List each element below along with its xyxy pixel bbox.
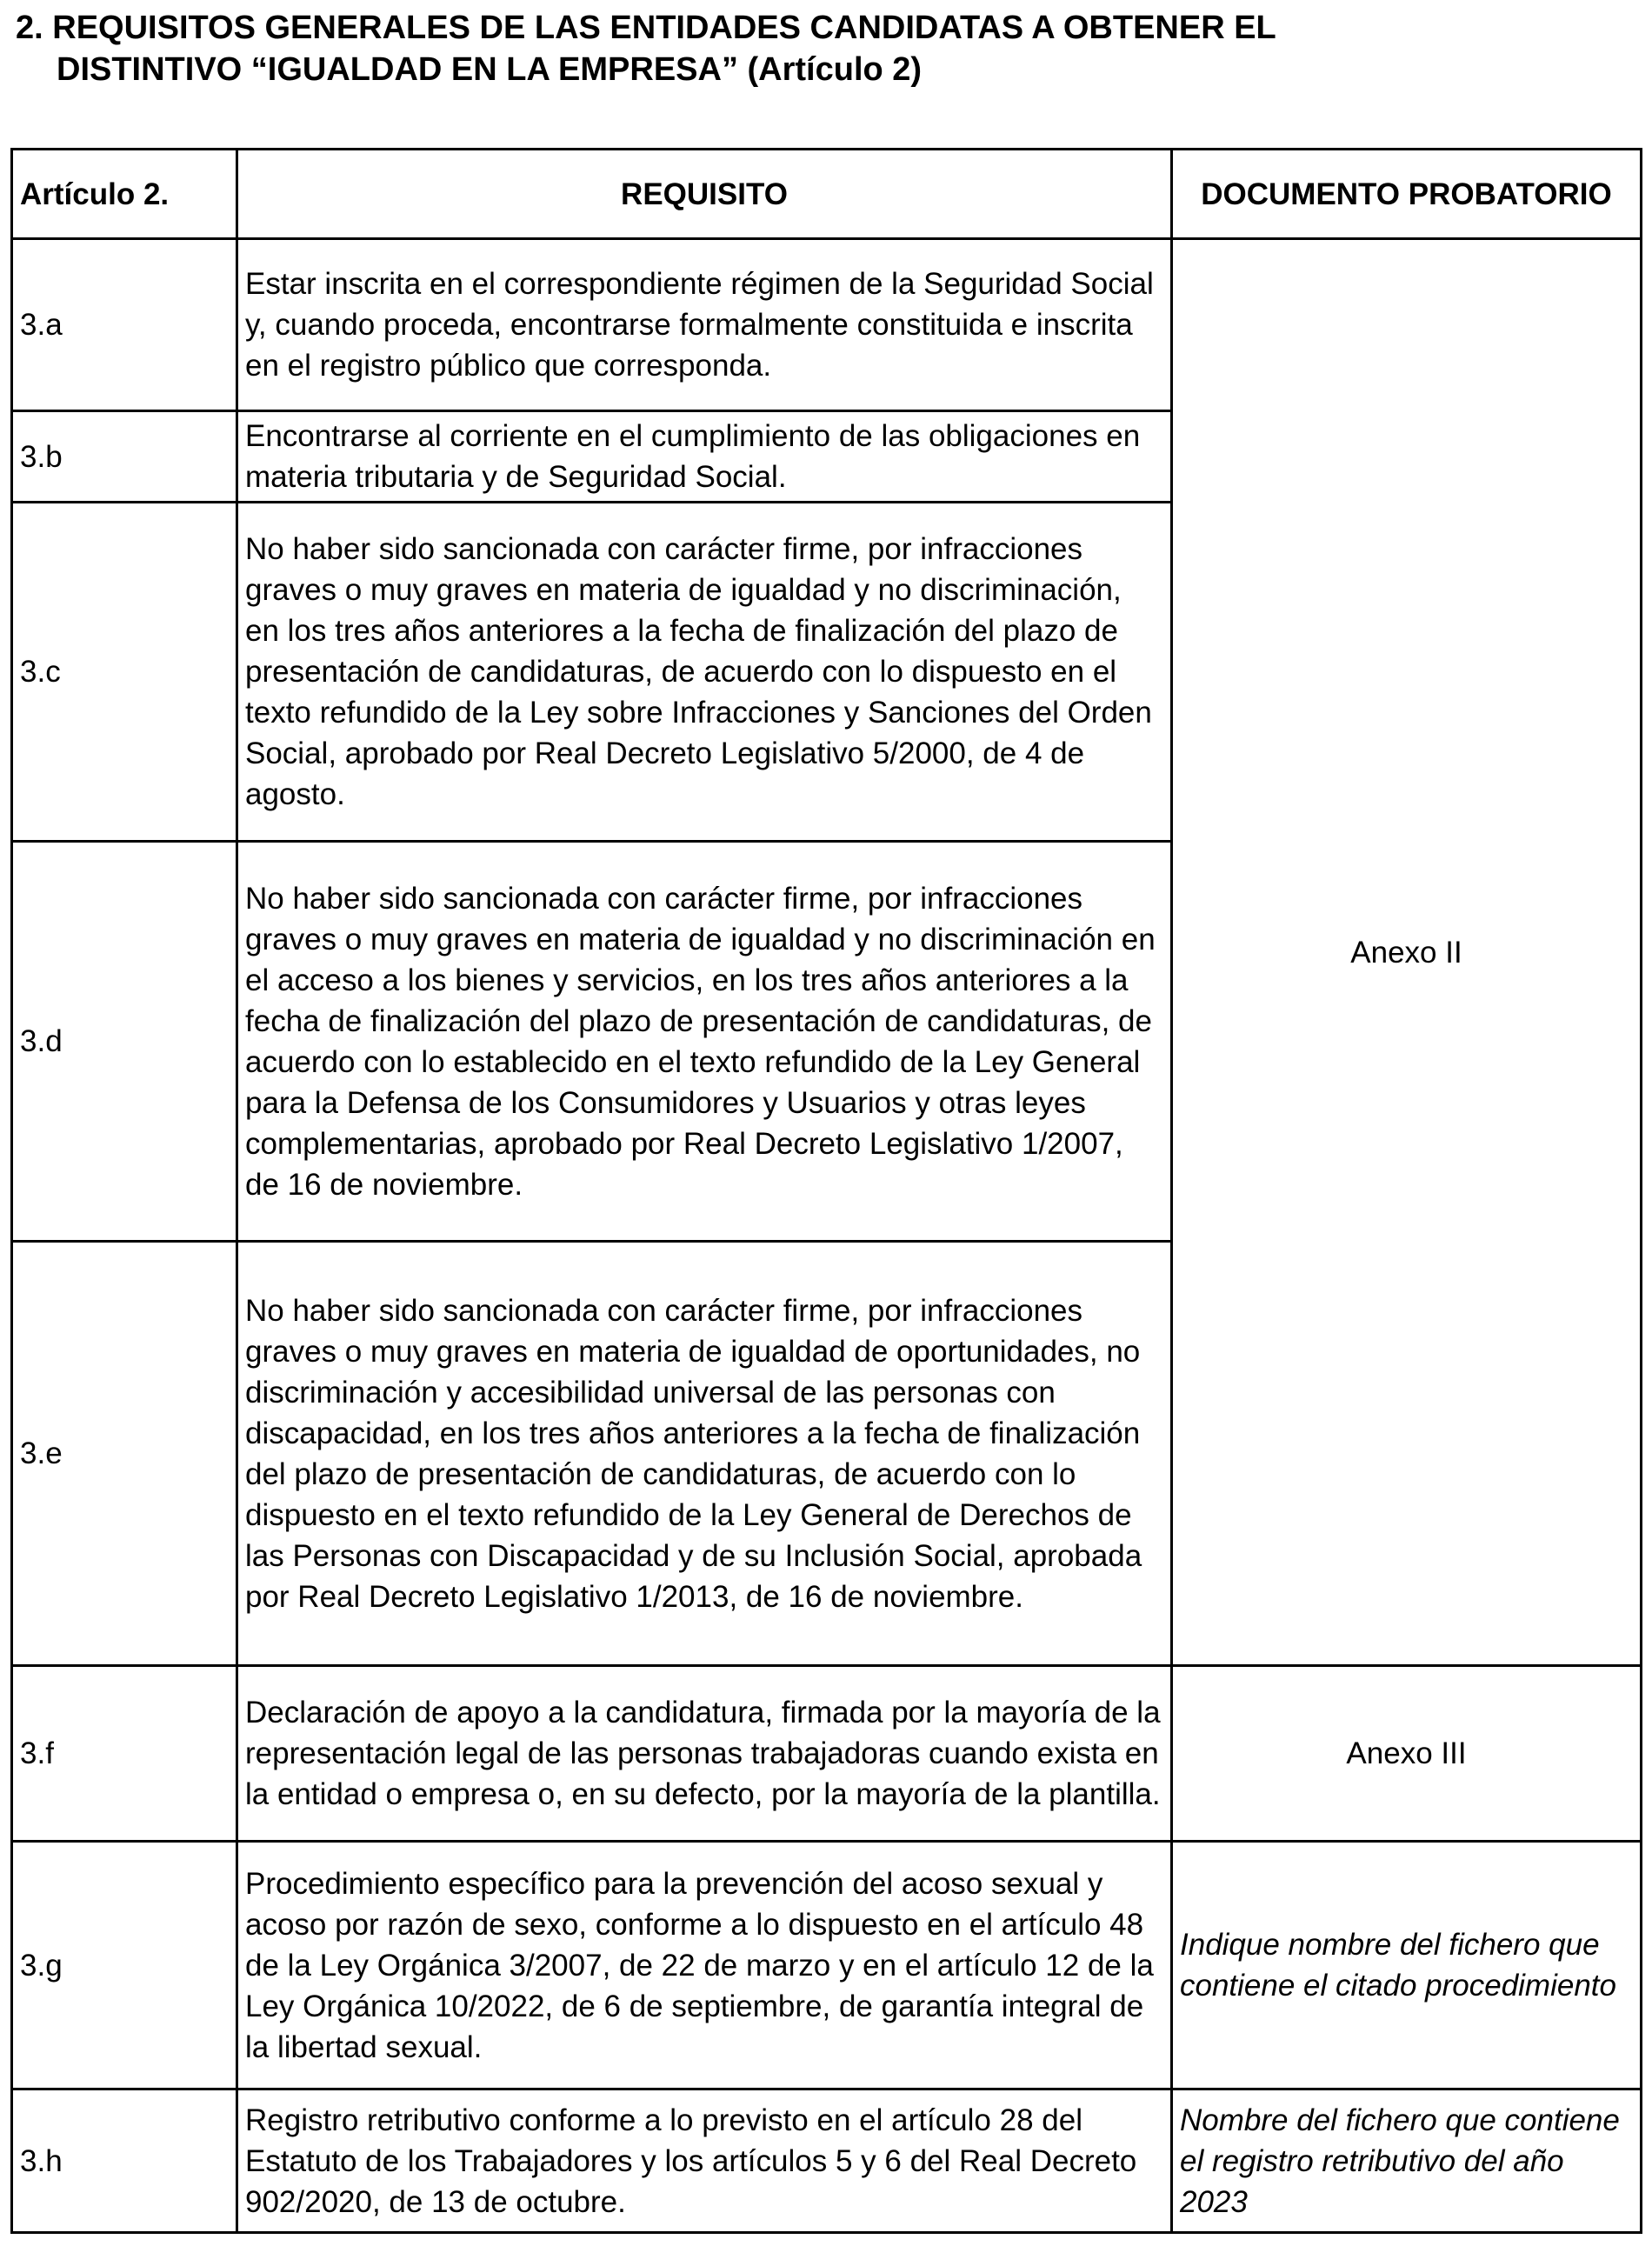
requirement-cell: No haber sido sancionada con carácter firme, por infracciones graves o muy graves en materia de igualdad y no discriminación, en los tres años anteriores a la fecha de finalización del plazo de presentación de candidaturas, de acuerdo con lo dispuesto en el texto refundido de la Ley sobre Infracciones y Sanciones del Orden Social, aprobado por Real Decreto Legislativo 5/2000, de 4 de agosto. xyxy=(237,503,1172,842)
requirement-cell: Encontrarse al corriente en el cumplimiento de las obligaciones en materia tributaria y de Seguridad Social. xyxy=(237,411,1172,503)
table-row xyxy=(12,2089,1642,2233)
requirement-cell: Registro retributivo conforme a lo previsto en el artículo 28 del Estatuto de los Trabajadores y los artículos 5 y 6 del Real Decreto 902/2020, de 13 de octubre. xyxy=(237,2089,1172,2233)
header-documento-probatorio: DOCUMENTO PROBATORIO xyxy=(1172,150,1642,239)
table-row xyxy=(12,1842,1642,2089)
requirement-cell: Estar inscrita en el correspondiente régimen de la Seguridad Social y, cuando proceda, encontrarse formalmente constituida e inscrita en el registro público que corresponda. xyxy=(237,239,1172,411)
document-procedure-filename: Indique nombre del fichero que contiene el citado procedimiento xyxy=(1172,1842,1642,2089)
document-anexo-iii: Anexo III xyxy=(1172,1666,1642,1842)
article-cell: 3.h xyxy=(12,2089,237,2233)
heading-line-1: 2. REQUISITOS GENERALES DE LAS ENTIDADES CANDIDATAS A OBTENER EL xyxy=(16,10,1276,46)
article-cell: 3.c xyxy=(12,503,237,842)
header-requisito: REQUISITO xyxy=(237,150,1172,239)
requirements-table xyxy=(10,148,1642,2234)
document-anexo-ii: Anexo II xyxy=(1172,239,1642,1666)
document-heading xyxy=(16,7,1633,90)
article-cell: 3.g xyxy=(12,1842,237,2089)
article-cell: 3.e xyxy=(12,1242,237,1666)
table-header-row xyxy=(12,150,1642,239)
requirement-cell: No haber sido sancionada con carácter firme, por infracciones graves o muy graves en materia de igualdad de oportunidades, no discriminación y accesibilidad universal de las personas con discapacidad, en los tres años anteriores a la fecha de finalización del plazo de presentación de candidaturas, de acuerdo con lo dispuesto en el texto refundido de la Ley General de Derechos de las Personas con Discapacidad y de su Inclusión Social, aprobada por Real Decreto Legislativo 1/2013, de 16 de noviembre. xyxy=(237,1242,1172,1666)
document-pay-register-filename: Nombre del fichero que contiene el registro retributivo del año 2023 xyxy=(1172,2089,1642,2233)
table-row xyxy=(12,1666,1642,1842)
table-row xyxy=(12,239,1642,411)
header-articulo: Artículo 2. xyxy=(12,150,237,239)
article-cell: 3.a xyxy=(12,239,237,411)
requirement-cell: Procedimiento específico para la prevención del acoso sexual y acoso por razón de sexo, conforme a lo dispuesto en el artículo 48 de la Ley Orgánica 3/2007, de 22 de marzo y en el artículo 12 de la Ley Orgánica 10/2022, de 6 de septiembre, de garantía integral de la libertad sexual. xyxy=(237,1842,1172,2089)
heading-line-2: DISTINTIVO “IGUALDAD EN LA EMPRESA” (Artículo 2) xyxy=(57,51,923,88)
article-cell: 3.b xyxy=(12,411,237,503)
requirement-cell: No haber sido sancionada con carácter firme, por infracciones graves o muy graves en materia de igualdad y no discriminación en el acceso a los bienes y servicios, en los tres años anteriores a la fecha de finalización del plazo de presentación de candidaturas, de acuerdo con lo establecido en el texto refundido de la Ley General para la Defensa de los Consumidores y Usuarios y otras leyes complementarias, aprobado por Real Decreto Legislativo 1/2007, de 16 de noviembre. xyxy=(237,842,1172,1242)
article-cell: 3.f xyxy=(12,1666,237,1842)
requirement-cell: Declaración de apoyo a la candidatura, firmada por la mayoría de la representación legal de las personas trabajadoras cuando exista en la entidad o empresa o, en su defecto, por la mayoría de la plantilla. xyxy=(237,1666,1172,1842)
article-cell: 3.d xyxy=(12,842,237,1242)
